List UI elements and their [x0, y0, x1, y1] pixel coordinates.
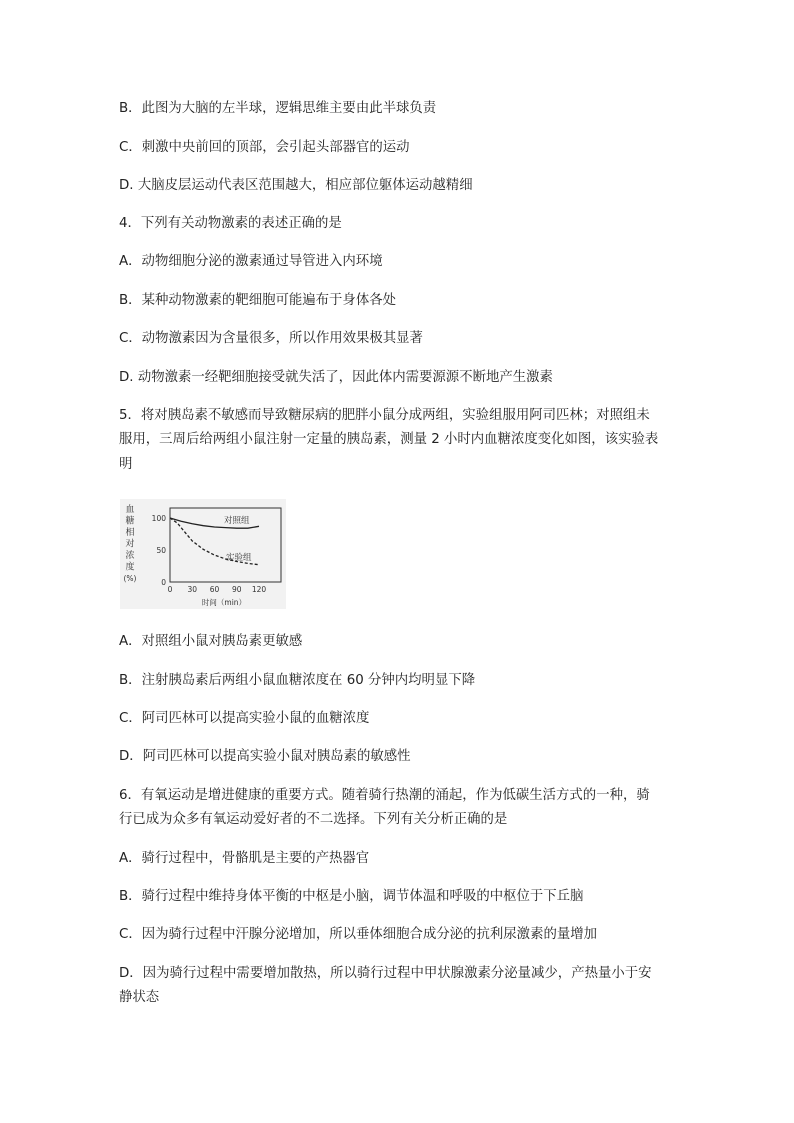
q5-option-b: B．注射胰岛素后两组小鼠血糖浓度在 60 分钟内均明显下降 [119, 673, 476, 688]
y-axis-label-char: 糖 [125, 516, 135, 527]
x-tick-label: 0 [167, 585, 173, 594]
x-tick-label: 60 [209, 585, 220, 594]
question-6-line-1: 6．有氧运动是增进健康的重要方式。随着骑行热潮的涌起，作为低碳生活方式的一种，骑 [119, 788, 650, 803]
y-axis-label [124, 504, 137, 583]
q4-option-c: C．动物激素因为含量很多，所以作用效果极其显著 [119, 331, 423, 346]
x-tick-label: 120 [251, 585, 267, 594]
y-axis-label-char: 对 [125, 539, 135, 550]
legend-control: 对照组 [224, 516, 250, 526]
text-line: C．刺激中央前回的顶部，会引起头部器官的运动 [119, 140, 410, 155]
text-line: B．此图为大脑的左半球，逻辑思维主要由此半球负责 [119, 101, 437, 116]
y-axis-label-char: 浓 [125, 551, 135, 561]
y-tick-label: 100 [151, 514, 166, 523]
y-axis-label-char: 度 [125, 562, 135, 573]
q4-option-b: B．某种动物激素的靶细胞可能遍布于身体各处 [119, 293, 396, 308]
q4-option-d: D. 动物激素一经靶细胞接受就失活了，因此体内需要源源不断地产生激素 [119, 370, 553, 385]
question-5-line-2: 服用，三周后给两组小鼠注射一定量的胰岛素，测量 2 小时内血糖浓度变化如图，该实验表 [119, 432, 659, 447]
q6-option-d-line-1: D．因为骑行过程中需要增加散热，所以骑行过程中甲状腺激素分泌量减少，产热量小于安 [119, 966, 652, 981]
question-6-line-2: 行已成为众多有氧运动爱好者的不二选择。下列有关分析正确的是 [119, 812, 508, 827]
blood-glucose-chart [120, 499, 286, 609]
x-tick-label: 30 [187, 585, 198, 594]
y-axis-label-char: 相 [125, 528, 135, 538]
question-4: 4．下列有关动物激素的表述正确的是 [119, 216, 342, 231]
q5-option-a: A．对照组小鼠对胰岛素更敏感 [119, 634, 303, 649]
text-line: D. 大脑皮层运动代表区范围越大，相应部位躯体运动越精细 [119, 178, 473, 193]
x-tick-label: 90 [231, 585, 242, 594]
x-axis-label: 时间（min） [201, 598, 247, 607]
q4-option-a: A．动物细胞分泌的激素通过导管进入内环境 [119, 254, 383, 269]
y-tick-label: 0 [161, 578, 166, 587]
q6-option-a: A．骑行过程中，骨骼肌是主要的产热器官 [119, 851, 370, 866]
question-5-line-1: 5．将对胰岛素不敏感而导致糖尿病的肥胖小鼠分成两组，实验组服用阿司匹林；对照组未 [119, 408, 650, 423]
chart-svg [120, 499, 286, 609]
y-axis-label-char: 血 [125, 505, 135, 515]
y-tick-label: 50 [156, 546, 166, 555]
q6-option-c: C．因为骑行过程中汗腺分泌增加，所以垂体细胞合成分泌的抗利尿激素的量增加 [119, 927, 598, 942]
q5-option-c: C．阿司匹林可以提高实验小鼠的血糖浓度 [119, 711, 370, 726]
legend-experiment: 实验组 [226, 553, 252, 563]
question-5-line-3: 明 [119, 457, 133, 472]
y-ticks [152, 514, 167, 587]
q6-option-d-line-2: 静状态 [119, 990, 160, 1005]
q6-option-b: B．骑行过程中维持身体平衡的中枢是小脑，调节体温和呼吸的中枢位于下丘脑 [119, 889, 584, 904]
y-axis-label-char: (%) [123, 574, 137, 583]
q5-option-d: D．阿司匹林可以提高实验小鼠对胰岛素的敏感性 [119, 749, 411, 764]
x-ticks [168, 585, 267, 594]
